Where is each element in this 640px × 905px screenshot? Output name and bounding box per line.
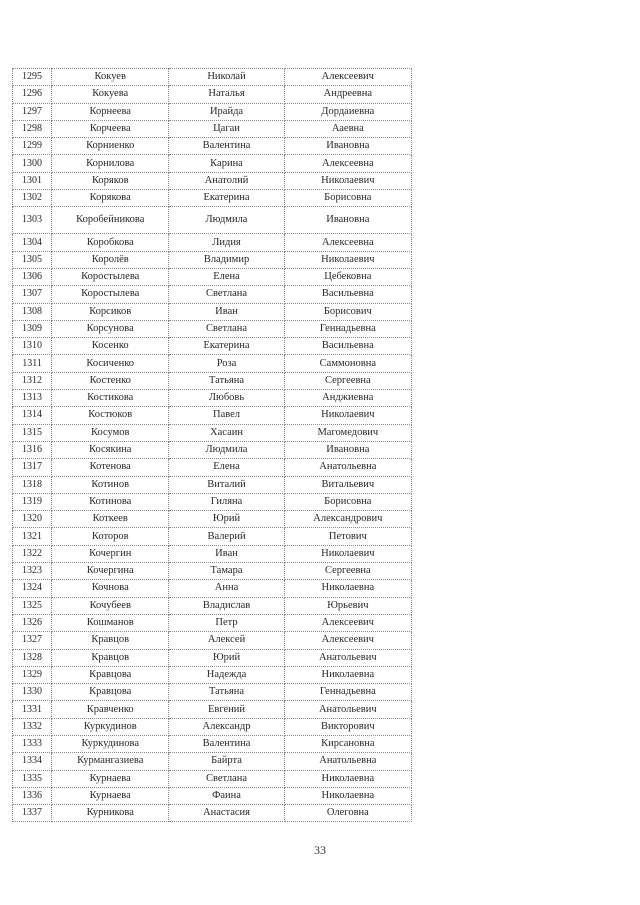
first-name-cell: Хасаин bbox=[169, 424, 284, 441]
table-row bbox=[13, 787, 412, 804]
entry-number-cell: 1324 bbox=[13, 580, 52, 597]
first-name-cell: Людмила bbox=[169, 207, 284, 234]
first-name-cell: Анастасия bbox=[169, 805, 284, 822]
entry-number-cell: 1331 bbox=[13, 701, 52, 718]
entry-number-cell: 1335 bbox=[13, 770, 52, 787]
entry-number-cell: 1320 bbox=[13, 511, 52, 528]
patronymic-cell: Васильевна bbox=[284, 338, 411, 355]
table-row bbox=[13, 69, 412, 86]
entry-number-cell: 1330 bbox=[13, 684, 52, 701]
entry-number-cell: 1306 bbox=[13, 268, 52, 285]
surname-cell: Корнеева bbox=[52, 103, 169, 120]
patronymic-cell: Алексеевич bbox=[284, 69, 411, 86]
table-row bbox=[13, 138, 412, 155]
patronymic-cell: Олеговна bbox=[284, 805, 411, 822]
entry-number-cell: 1328 bbox=[13, 649, 52, 666]
entry-number-cell: 1302 bbox=[13, 190, 52, 207]
patronymic-cell: Николаевич bbox=[284, 545, 411, 562]
first-name-cell: Валерий bbox=[169, 528, 284, 545]
surname-cell: Кочнова bbox=[52, 580, 169, 597]
entry-number-cell: 1316 bbox=[13, 441, 52, 458]
surname-cell: Корнилова bbox=[52, 155, 169, 172]
surname-cell: Костикова bbox=[52, 390, 169, 407]
patronymic-cell: Алексеевна bbox=[284, 234, 411, 251]
surname-cell: Косумов bbox=[52, 424, 169, 441]
entry-number-cell: 1311 bbox=[13, 355, 52, 372]
patronymic-cell: Анатольевич bbox=[284, 701, 411, 718]
entry-number-cell: 1296 bbox=[13, 86, 52, 103]
register-table-body bbox=[13, 69, 412, 822]
surname-cell: Котенова bbox=[52, 459, 169, 476]
patronymic-cell: Анатольевна bbox=[284, 459, 411, 476]
entry-number-cell: 1308 bbox=[13, 303, 52, 320]
first-name-cell: Валентина bbox=[169, 138, 284, 155]
table-row bbox=[13, 268, 412, 285]
surname-cell: Коробкова bbox=[52, 234, 169, 251]
patronymic-cell: Цебековна bbox=[284, 268, 411, 285]
surname-cell: Курникова bbox=[52, 805, 169, 822]
table-row bbox=[13, 407, 412, 424]
table-row bbox=[13, 86, 412, 103]
first-name-cell: Евгений bbox=[169, 701, 284, 718]
patronymic-cell: Анджиевна bbox=[284, 390, 411, 407]
patronymic-cell: Кирсановна bbox=[284, 735, 411, 752]
entry-number-cell: 1310 bbox=[13, 338, 52, 355]
patronymic-cell: Ивановна bbox=[284, 441, 411, 458]
first-name-cell: Роза bbox=[169, 355, 284, 372]
table-row bbox=[13, 666, 412, 683]
table-row bbox=[13, 286, 412, 303]
patronymic-cell: Николаевич bbox=[284, 172, 411, 189]
entry-number-cell: 1307 bbox=[13, 286, 52, 303]
first-name-cell: Тамара bbox=[169, 563, 284, 580]
table-row bbox=[13, 511, 412, 528]
entry-number-cell: 1297 bbox=[13, 103, 52, 120]
page-number: 33 bbox=[314, 843, 326, 857]
surname-cell: Коряков bbox=[52, 172, 169, 189]
entry-number-cell: 1299 bbox=[13, 138, 52, 155]
entry-number-cell: 1304 bbox=[13, 234, 52, 251]
table-row bbox=[13, 563, 412, 580]
first-name-cell: Светлана bbox=[169, 320, 284, 337]
patronymic-cell: Николаевна bbox=[284, 580, 411, 597]
surname-cell: Королёв bbox=[52, 251, 169, 268]
patronymic-cell: Анатольевна bbox=[284, 753, 411, 770]
entry-number-cell: 1333 bbox=[13, 735, 52, 752]
entry-number-cell: 1295 bbox=[13, 69, 52, 86]
patronymic-cell: Саммоновна bbox=[284, 355, 411, 372]
table-row bbox=[13, 320, 412, 337]
table-row bbox=[13, 649, 412, 666]
first-name-cell: Наталья bbox=[169, 86, 284, 103]
first-name-cell: Анна bbox=[169, 580, 284, 597]
table-row bbox=[13, 805, 412, 822]
first-name-cell: Алексей bbox=[169, 632, 284, 649]
table-row bbox=[13, 701, 412, 718]
entry-number-cell: 1337 bbox=[13, 805, 52, 822]
table-row bbox=[13, 528, 412, 545]
entry-number-cell: 1319 bbox=[13, 493, 52, 510]
first-name-cell: Юрий bbox=[169, 649, 284, 666]
first-name-cell: Екатерина bbox=[169, 190, 284, 207]
surname-cell: Курнаева bbox=[52, 787, 169, 804]
table-row bbox=[13, 190, 412, 207]
entry-number-cell: 1332 bbox=[13, 718, 52, 735]
patronymic-cell: Алексеевич bbox=[284, 614, 411, 631]
table-row bbox=[13, 172, 412, 189]
entry-number-cell: 1309 bbox=[13, 320, 52, 337]
entry-number-cell: 1336 bbox=[13, 787, 52, 804]
entry-number-cell: 1314 bbox=[13, 407, 52, 424]
first-name-cell: Татьяна bbox=[169, 684, 284, 701]
entry-number-cell: 1298 bbox=[13, 120, 52, 137]
patronymic-cell: Николаевич bbox=[284, 407, 411, 424]
surname-cell: Кравцов bbox=[52, 632, 169, 649]
table-row bbox=[13, 390, 412, 407]
entry-number-cell: 1303 bbox=[13, 207, 52, 234]
table-row bbox=[13, 372, 412, 389]
patronymic-cell: Дордаиевна bbox=[284, 103, 411, 120]
entry-number-cell: 1305 bbox=[13, 251, 52, 268]
table-row bbox=[13, 545, 412, 562]
first-name-cell: Цагаи bbox=[169, 120, 284, 137]
patronymic-cell: Юрьевич bbox=[284, 597, 411, 614]
table-row bbox=[13, 459, 412, 476]
table-row bbox=[13, 103, 412, 120]
table-row bbox=[13, 424, 412, 441]
table-row bbox=[13, 155, 412, 172]
first-name-cell: Светлана bbox=[169, 770, 284, 787]
first-name-cell: Светлана bbox=[169, 286, 284, 303]
patronymic-cell: Алексеевич bbox=[284, 632, 411, 649]
table-row bbox=[13, 614, 412, 631]
first-name-cell: Иван bbox=[169, 303, 284, 320]
patronymic-cell: Николаевна bbox=[284, 666, 411, 683]
patronymic-cell: Алексеевна bbox=[284, 155, 411, 172]
table-row bbox=[13, 580, 412, 597]
first-name-cell: Байрта bbox=[169, 753, 284, 770]
patronymic-cell: Ивановна bbox=[284, 207, 411, 234]
first-name-cell: Павел bbox=[169, 407, 284, 424]
surname-cell: Куркудинов bbox=[52, 718, 169, 735]
surname-cell: Кошманов bbox=[52, 614, 169, 631]
patronymic-cell: Александрович bbox=[284, 511, 411, 528]
table-row bbox=[13, 355, 412, 372]
register-table bbox=[12, 68, 412, 822]
first-name-cell: Александр bbox=[169, 718, 284, 735]
first-name-cell: Анатолий bbox=[169, 172, 284, 189]
surname-cell: Косиченко bbox=[52, 355, 169, 372]
first-name-cell: Гиляна bbox=[169, 493, 284, 510]
surname-cell: Курнаева bbox=[52, 770, 169, 787]
entry-number-cell: 1312 bbox=[13, 372, 52, 389]
patronymic-cell: Борисовна bbox=[284, 493, 411, 510]
entry-number-cell: 1329 bbox=[13, 666, 52, 683]
surname-cell: Кравцова bbox=[52, 666, 169, 683]
patronymic-cell: Анатольевич bbox=[284, 649, 411, 666]
patronymic-cell: Магомедович bbox=[284, 424, 411, 441]
entry-number-cell: 1322 bbox=[13, 545, 52, 562]
surname-cell: Косякина bbox=[52, 441, 169, 458]
table-row bbox=[13, 476, 412, 493]
surname-cell: Кочергин bbox=[52, 545, 169, 562]
patronymic-cell: Сергеевна bbox=[284, 563, 411, 580]
surname-cell: Костенко bbox=[52, 372, 169, 389]
surname-cell: Коробейникова bbox=[52, 207, 169, 234]
patronymic-cell: Ааевна bbox=[284, 120, 411, 137]
entry-number-cell: 1313 bbox=[13, 390, 52, 407]
patronymic-cell: Борисович bbox=[284, 303, 411, 320]
entry-number-cell: 1325 bbox=[13, 597, 52, 614]
patronymic-cell: Сергеевна bbox=[284, 372, 411, 389]
surname-cell: Корчеева bbox=[52, 120, 169, 137]
table-row bbox=[13, 632, 412, 649]
patronymic-cell: Геннадьевна bbox=[284, 320, 411, 337]
surname-cell: Котинова bbox=[52, 493, 169, 510]
table-row bbox=[13, 735, 412, 752]
surname-cell: Кравченко bbox=[52, 701, 169, 718]
surname-cell: Кокуев bbox=[52, 69, 169, 86]
patronymic-cell: Петович bbox=[284, 528, 411, 545]
entry-number-cell: 1326 bbox=[13, 614, 52, 631]
table-row bbox=[13, 441, 412, 458]
patronymic-cell: Васильевна bbox=[284, 286, 411, 303]
first-name-cell: Татьяна bbox=[169, 372, 284, 389]
entry-number-cell: 1315 bbox=[13, 424, 52, 441]
patronymic-cell: Николаевич bbox=[284, 251, 411, 268]
patronymic-cell: Андреевна bbox=[284, 86, 411, 103]
surname-cell: Корниенко bbox=[52, 138, 169, 155]
entry-number-cell: 1321 bbox=[13, 528, 52, 545]
table-row bbox=[13, 684, 412, 701]
surname-cell: Котинов bbox=[52, 476, 169, 493]
first-name-cell: Елена bbox=[169, 268, 284, 285]
surname-cell: Корсиков bbox=[52, 303, 169, 320]
first-name-cell: Любовь bbox=[169, 390, 284, 407]
surname-cell: Кравцов bbox=[52, 649, 169, 666]
first-name-cell: Карина bbox=[169, 155, 284, 172]
surname-cell: Которов bbox=[52, 528, 169, 545]
table-row bbox=[13, 303, 412, 320]
table-row bbox=[13, 493, 412, 510]
first-name-cell: Иван bbox=[169, 545, 284, 562]
first-name-cell: Надежда bbox=[169, 666, 284, 683]
first-name-cell: Фаина bbox=[169, 787, 284, 804]
first-name-cell: Лидия bbox=[169, 234, 284, 251]
entry-number-cell: 1301 bbox=[13, 172, 52, 189]
patronymic-cell: Николаевна bbox=[284, 787, 411, 804]
surname-cell: Косенко bbox=[52, 338, 169, 355]
patronymic-cell: Борисовна bbox=[284, 190, 411, 207]
table-row bbox=[13, 597, 412, 614]
table-row bbox=[13, 753, 412, 770]
table-row bbox=[13, 718, 412, 735]
surname-cell: Кокуева bbox=[52, 86, 169, 103]
surname-cell: Костюков bbox=[52, 407, 169, 424]
surname-cell: Курмангазиева bbox=[52, 753, 169, 770]
entry-number-cell: 1334 bbox=[13, 753, 52, 770]
patronymic-cell: Витальевич bbox=[284, 476, 411, 493]
first-name-cell: Владимир bbox=[169, 251, 284, 268]
table-row bbox=[13, 251, 412, 268]
patronymic-cell: Ивановна bbox=[284, 138, 411, 155]
table-row bbox=[13, 207, 412, 234]
surname-cell: Корсунова bbox=[52, 320, 169, 337]
entry-number-cell: 1300 bbox=[13, 155, 52, 172]
patronymic-cell: Геннадьевна bbox=[284, 684, 411, 701]
entry-number-cell: 1323 bbox=[13, 563, 52, 580]
first-name-cell: Валентина bbox=[169, 735, 284, 752]
table-row bbox=[13, 338, 412, 355]
table-row bbox=[13, 120, 412, 137]
table-row bbox=[13, 234, 412, 251]
first-name-cell: Виталий bbox=[169, 476, 284, 493]
entry-number-cell: 1327 bbox=[13, 632, 52, 649]
first-name-cell: Юрий bbox=[169, 511, 284, 528]
surname-cell: Куркудинова bbox=[52, 735, 169, 752]
table-row bbox=[13, 770, 412, 787]
entry-number-cell: 1318 bbox=[13, 476, 52, 493]
surname-cell: Коткеев bbox=[52, 511, 169, 528]
first-name-cell: Ирайда bbox=[169, 103, 284, 120]
surname-cell: Кравцова bbox=[52, 684, 169, 701]
entry-number-cell: 1317 bbox=[13, 459, 52, 476]
surname-cell: Коростылева bbox=[52, 268, 169, 285]
surname-cell: Корякова bbox=[52, 190, 169, 207]
first-name-cell: Владислав bbox=[169, 597, 284, 614]
first-name-cell: Людмила bbox=[169, 441, 284, 458]
first-name-cell: Петр bbox=[169, 614, 284, 631]
first-name-cell: Екатерина bbox=[169, 338, 284, 355]
patronymic-cell: Николаевна bbox=[284, 770, 411, 787]
first-name-cell: Николай bbox=[169, 69, 284, 86]
patronymic-cell: Викторович bbox=[284, 718, 411, 735]
surname-cell: Коростылева bbox=[52, 286, 169, 303]
surname-cell: Кочергина bbox=[52, 563, 169, 580]
first-name-cell: Елена bbox=[169, 459, 284, 476]
surname-cell: Кочубеев bbox=[52, 597, 169, 614]
